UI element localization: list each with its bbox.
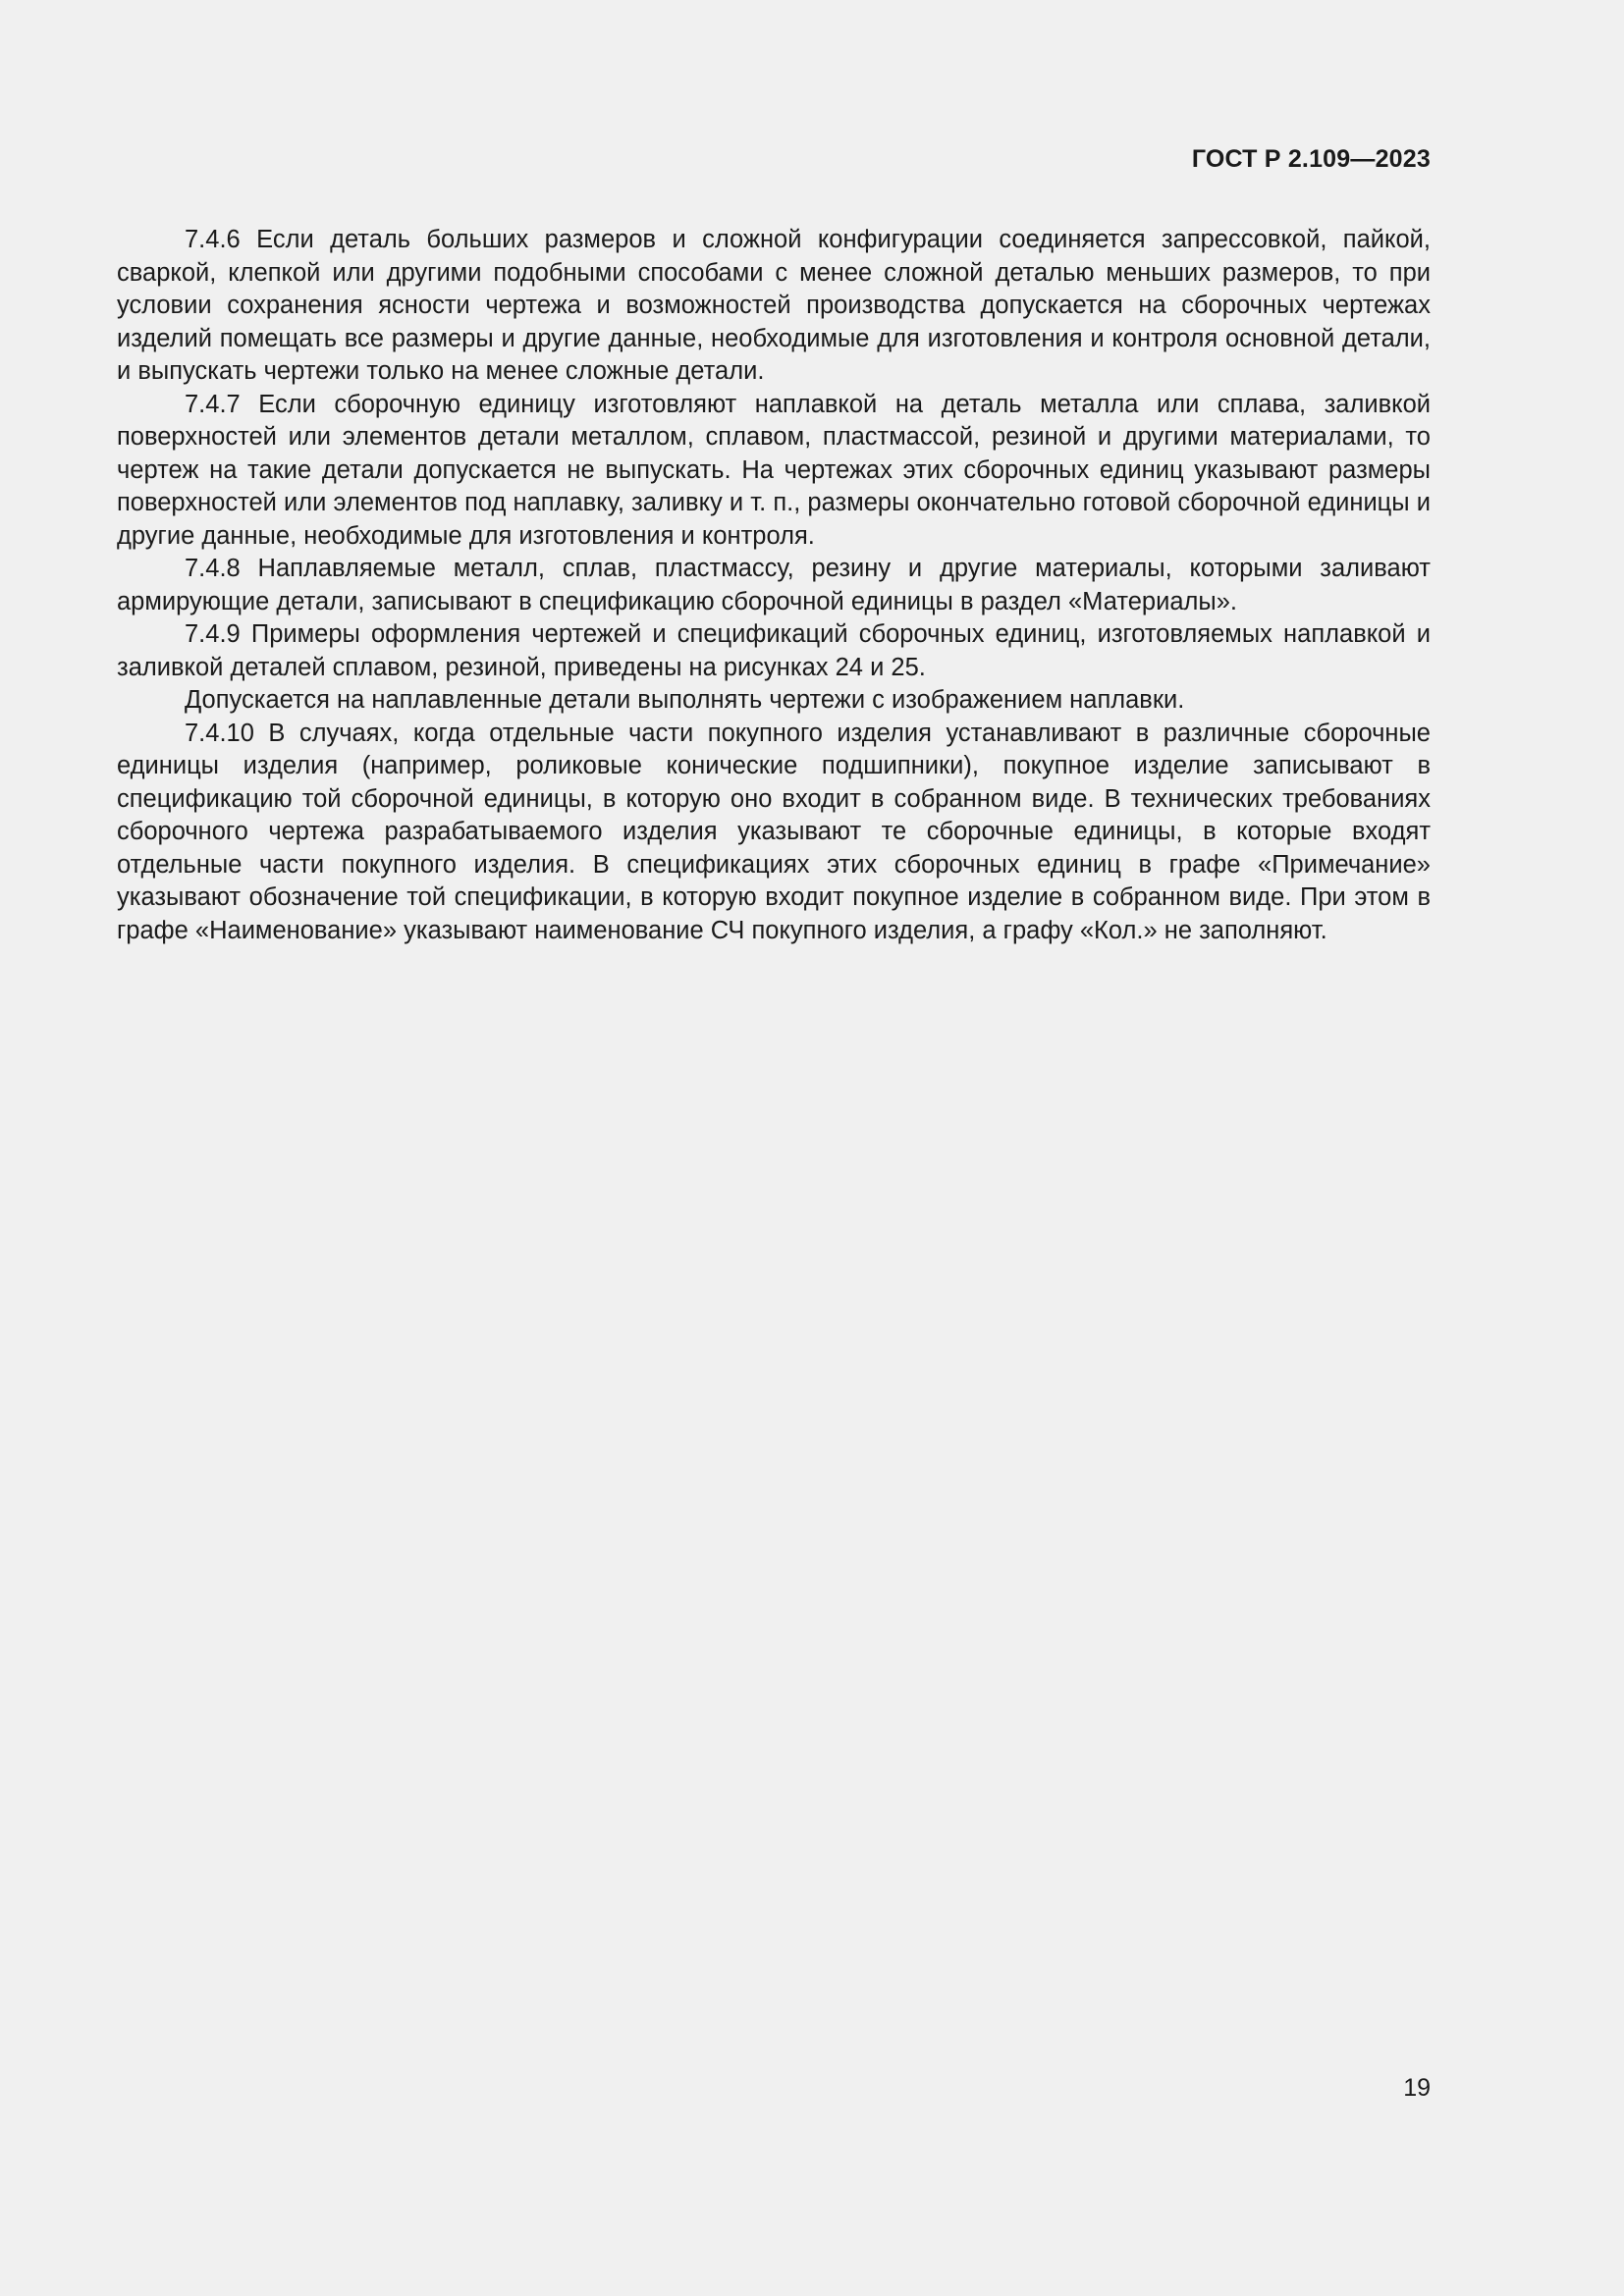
document-body — [117, 224, 1431, 947]
paragraph-7-4-6: 7.4.6 Если деталь больших размеров и сложной конфигурации соединяется запрессовкой, пайкой, сваркой, клепкой или другими подобными способами с менее сложной деталью меньших размеров, то при условии сохранения ясности чертежа и возможностей производства допускается на сборочных чертежах изделий помещать все размеры и другие данные, необходимые для изготовления и контроля основной детали, и выпускать чертежи только на менее сложные детали. — [117, 226, 1431, 385]
paragraph-7-4-9-note: Допускается на наплавленные детали выполнять чертежи с изображением наплавки. — [185, 686, 1185, 714]
paragraph-7-4-7: 7.4.7 Если сборочную единицу изготовляют наплавкой на деталь металла или сплава, заливкой поверхностей или элементов детали металлом, сплавом, пластмассой, резиной и другими материалами, то чертеж на такие детали допускается не выпускать. На чертежах этих сборочных единиц указывают размеры поверхностей или элементов под наплавку, заливку и т. п., размеры окончательно готовой сборочной единицы и другие данные, необходимые для изготовления и контроля. — [117, 390, 1431, 550]
paragraph-7-4-9: 7.4.9 Примеры оформления чертежей и спецификаций сборочных единиц, изготовляемых наплавкой и заливкой деталей сплавом, резиной, приведены на рисунках 24 и 25. — [117, 620, 1431, 681]
paragraph-7-4-8: 7.4.8 Наплавляемые металл, сплав, пластмассу, резину и другие материалы, которыми заливают армирующие детали, записывают в спецификацию сборочной единицы в раздел «Материалы». — [117, 555, 1431, 615]
page-number: 19 — [1403, 2074, 1431, 2102]
paragraph-7-4-10: 7.4.10 В случаях, когда отдельные части покупного изделия устанавливают в различные сборочные единицы изделия (например, роликовые конические подшипники), покупное изделие записывают в спецификацию той сборочной единицы, в которую оно входит в собранном виде. В технических требованиях сборочного чертежа разрабатываемого изделия указывают те сборочные единицы, в которые входят отдельные части покупного изделия. В спецификациях этих сборочных единиц в графе «Примечание» указывают обозначение той спецификации, в которую входит покупное изделие в собранном виде. При этом в графе «Наименование» указывают наименование СЧ покупного изделия, а графу «Кол.» не заполняют. — [117, 719, 1431, 944]
document-header: ГОСТ Р 2.109—2023 — [1191, 145, 1431, 173]
